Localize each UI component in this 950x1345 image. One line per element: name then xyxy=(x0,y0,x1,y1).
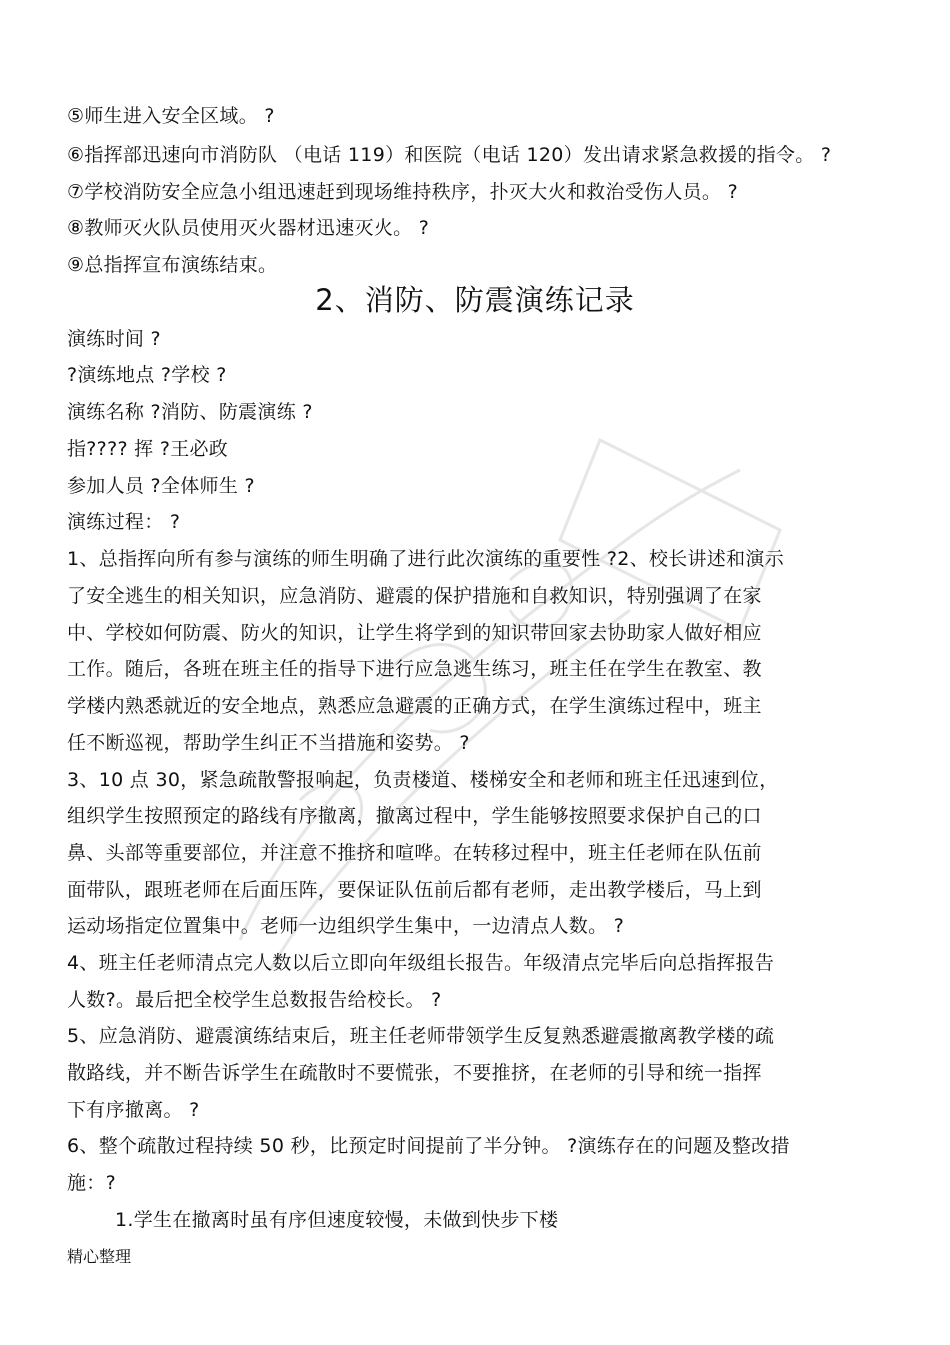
body-line: 运动场指定位置集中。老师一边组织学生集中，一边清点人数。 ? xyxy=(67,915,625,937)
step-9: ⑨总指挥宣布演练结束。 xyxy=(67,254,278,276)
body-line: 下有序撤离。 ? xyxy=(67,1099,200,1121)
body-line: 鼻、头部等重要部位，并注意不推挤和喧哗。在转移过程中，班主任老师在队伍前 xyxy=(67,842,762,864)
field-participants: 参加人员 ?全体师生 ? xyxy=(67,475,255,497)
step-7: ⑦学校消防安全应急小组迅速赶到现场维持秩序，扑灭大火和救治受伤人员。 ? xyxy=(67,181,738,203)
footer-label: 精心整理 xyxy=(67,1247,132,1266)
body-line: 3、10 点 30，紧急疏散警报响起，负责楼道、楼梯安全和老师和班主任迅速到位， xyxy=(67,769,779,791)
body-line: 人数?。最后把全校学生总数报告给校长。 ? xyxy=(67,989,442,1011)
body-line: 中、学校如何防震、防火的知识，让学生将学到的知识带回家去协助家人做好相应 xyxy=(67,622,762,644)
body-line: 工作。随后，各班在班主任的指导下进行应急逃生练习，班主任在学生在教室、教 xyxy=(67,658,762,680)
issue-item-1: 1.学生在撤离时虽有序但速度较慢，未做到快步下楼 xyxy=(115,1209,559,1231)
field-drill-location: ?演练地点 ?学校 ? xyxy=(67,364,227,386)
step-5: ⑤师生进入安全区域。 ? xyxy=(67,105,275,127)
field-commander: 指???? 挥 ?王必政 xyxy=(67,438,229,460)
body-line: 5、应急消防、避震演练结束后，班主任老师带领学生反复熟悉避震撤离教学楼的疏 xyxy=(67,1025,775,1047)
body-line: 1、总指挥向所有参与演练的师生明确了进行此次演练的重要性 ?2、校长讲述和演示 xyxy=(67,548,785,570)
field-drill-time: 演练时间 ? xyxy=(67,328,161,350)
field-drill-process: 演练过程： ? xyxy=(67,511,181,533)
body-line: 组织学生按照预定的路线有序撤离，撤离过程中，学生能够按照要求保护自己的口 xyxy=(67,805,762,827)
body-line: 6、整个疏散过程持续 50 秒，比预定时间提前了半分钟。 ?演练存在的问题及整改措 xyxy=(67,1135,790,1157)
body-line: 面带队，跟班老师在后面压阵，要保证队伍前后都有老师，走出教学楼后，马上到 xyxy=(67,879,762,901)
step-6: ⑥指挥部迅速向市消防队 （电话 119）和医院（电话 120）发出请求紧急救援的指令。 ? xyxy=(67,144,832,166)
field-drill-name: 演练名称 ?消防、防震演练 ? xyxy=(67,401,313,423)
body-line: 散路线，并不断告诉学生在疏散时不要慌张，不要推挤，在老师的引导和统一指挥 xyxy=(67,1062,762,1084)
body-line: 了安全逃生的相关知识，应急消防、避震的保护措施和自救知识，特别强调了在家 xyxy=(67,585,762,607)
watermark-stamp xyxy=(180,380,800,1000)
body-line: 学楼内熟悉就近的安全地点，熟悉应急避震的正确方式，在学生演练过程中，班主 xyxy=(67,695,762,717)
record-title: 2、消防、防震演练记录 xyxy=(315,283,635,317)
body-line: 任不断巡视，帮助学生纠正不当措施和姿势。 ? xyxy=(67,732,470,754)
body-line: 施：? xyxy=(67,1172,116,1194)
step-8: ⑧教师灭火队员使用灭火器材迅速灭火。 ? xyxy=(67,217,430,239)
body-line: 4、班主任老师清点完人数以后立即向年级组长报告。年级清点完毕后向总指挥报告 xyxy=(67,952,775,974)
